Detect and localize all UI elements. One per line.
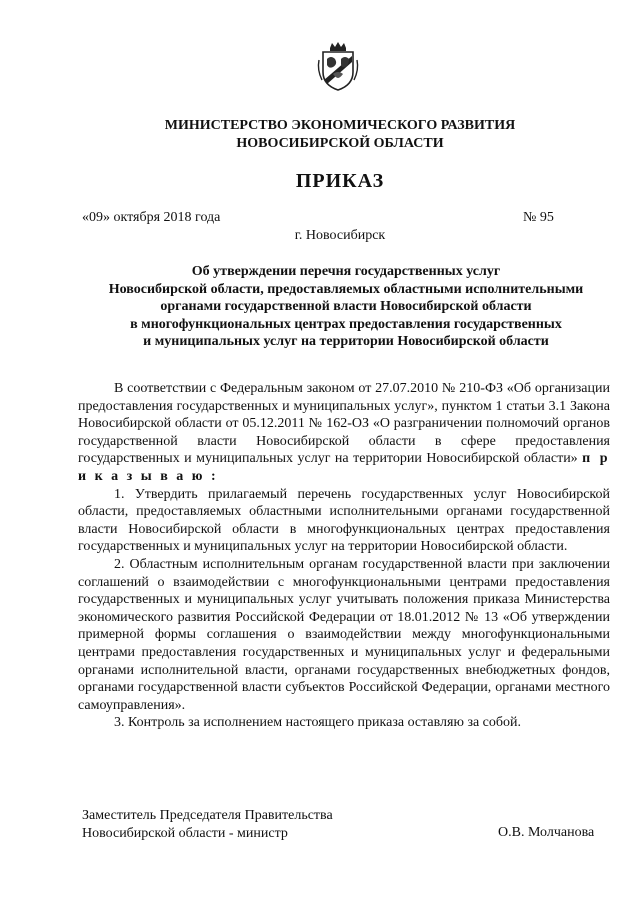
document-number: № 95 [523, 210, 554, 225]
subject-line: Об утверждении перечня государственных услуг [191, 264, 501, 279]
position-line-1: Заместитель Председателя Правительства [82, 808, 333, 823]
ministry-line-1: МИНИСТЕРСТВО ЭКОНОМИЧЕСКОГО РАЗВИТИЯ [164, 118, 516, 133]
signatory-position [82, 807, 333, 843]
novosibirsk-coat-of-arms-icon [316, 40, 360, 92]
document-type: ПРИКАЗ [295, 170, 385, 192]
signatory-name: О.В. Молчанова [498, 825, 595, 840]
ministry-name [60, 117, 620, 153]
position-line-2: Новосибирской области - министр [82, 826, 288, 841]
item-1-paragraph: 1. Утвердить прилагаемый перечень государственных услуг Новосибирской области, предоставляемых областными исполнительными органами государственной власти Новосибирской области в многофункциональных центрах предоставления государственных и муниципальных услуг на территории Новосибирской области. [78, 486, 610, 555]
preamble-text: В соответствии с Федеральным законом от 27.07.2010 № 210-ФЗ «Об организации предоставления государственных и муниципальных услуг», пунктом 1 статьи 3.1 Закона Новосибирской области от 05.12.2011 № 162-ОЗ «О разграничении полномочий органов государственной власти Новосибирской области в сфере предоставления государственных и муниципальных услуг на территории Новосибирской области» [78, 381, 610, 467]
document-city: г. Новосибирск [294, 228, 386, 243]
item-2-paragraph: 2. Областным исполнительным органам государственной власти при заключении соглашений о взаимодействии с многофункциональными центрами предоставления государственных и муниципальных услуг учитывать положения приказа Министерства экономического развития Российской Федерации от 18.01.2012 № 13 «Об утверждении примерной формы соглашения о взаимодействии между многофункциональными центрами предоставления государственных и муниципальных услуг и федеральными органами исполнительной власти, органами государственных внебюджетных фондов, органами государственной власти субъектов Российской Федерации, органами местного самоуправления». [78, 556, 610, 713]
subject-line: и муниципальных услуг на территории Новосибирской области [143, 334, 549, 349]
subject-line: органами государственной власти Новосибирской области [160, 299, 532, 314]
document-body [78, 380, 610, 732]
subject-line: в многофункциональных центрах предоставления государственных [130, 316, 562, 332]
order-word: п р и к а з ы в а ю : [78, 451, 610, 484]
item-3-paragraph: 3. Контроль за исполнением настоящего приказа оставляю за собой. [114, 715, 522, 731]
preamble-paragraph [78, 380, 610, 486]
document-date: «09» октября 2018 года [82, 210, 221, 225]
document-subject [82, 263, 610, 351]
ministry-line-2: НОВОСИБИРСКОЙ ОБЛАСТИ [236, 136, 444, 151]
subject-line: Новосибирской области, предоставляемых областными исполнительными [108, 281, 584, 297]
